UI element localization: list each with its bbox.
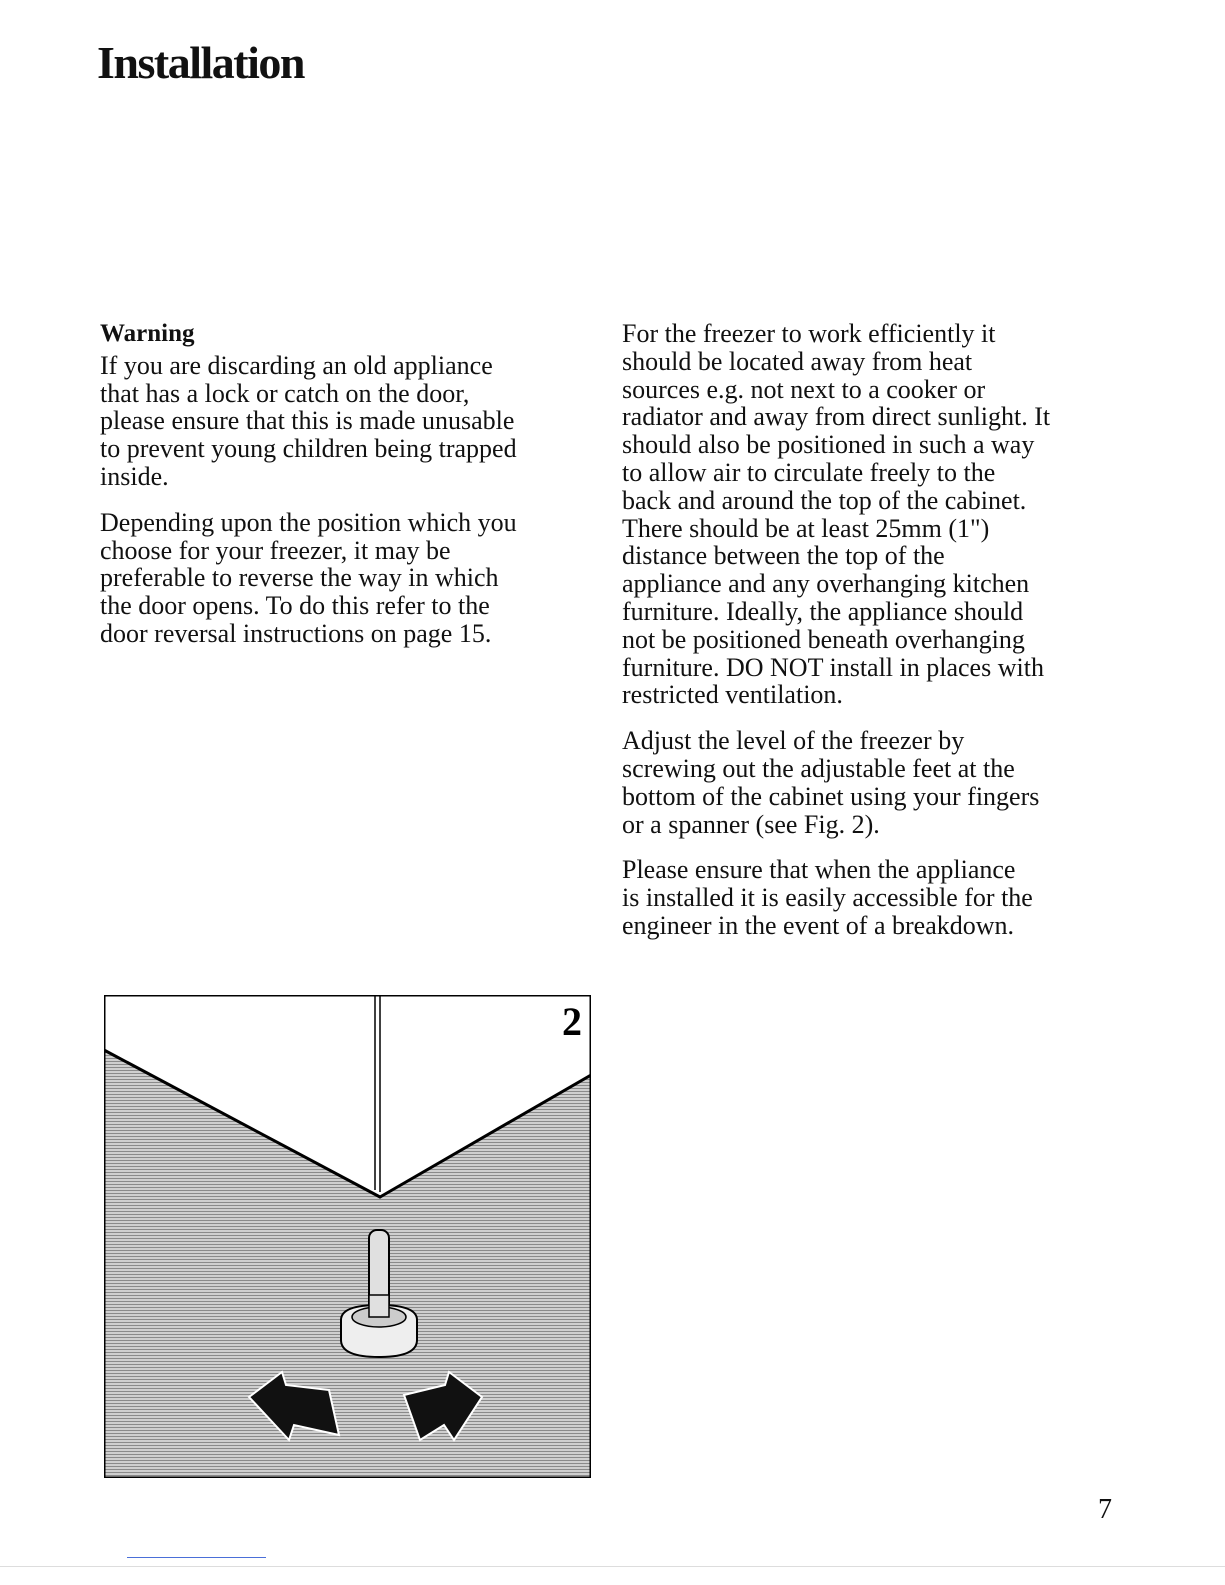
paragraph — [622, 727, 1050, 838]
text-line: restricted ventilation. — [622, 680, 843, 710]
left-column — [100, 320, 517, 666]
text-line: the door opens. To do this refer to the — [100, 591, 490, 621]
text-line: inside. — [100, 461, 169, 491]
text-line: engineer in the event of a breakdown. — [622, 910, 1015, 940]
warning-heading: Warning — [100, 320, 195, 347]
text-line: Please ensure that when the appliance — [622, 855, 1016, 885]
text-line: For the freezer to work efficiently it — [622, 319, 996, 348]
figure-number: 2 — [562, 999, 582, 1044]
text-line: sources e.g. not next to a cooker or — [622, 374, 986, 404]
text-line: appliance and any overhanging kitchen — [622, 569, 1030, 599]
text-line: that has a lock or catch on the door, — [100, 378, 470, 408]
text-line: distance between the top of the — [622, 541, 945, 571]
text-line: or a spanner (see Fig. 2). — [622, 809, 880, 839]
paragraph — [622, 856, 1050, 939]
text-line: should be located away from heat — [622, 346, 973, 376]
paragraph — [100, 352, 517, 491]
text-line: please ensure that this is made unusable — [100, 406, 515, 436]
text-line: to prevent young children being trapped — [100, 434, 517, 464]
footer-rule — [127, 1557, 266, 1558]
text-line: bottom of the cabinet using your fingers — [622, 781, 1040, 811]
right-column — [622, 320, 1050, 958]
text-line: choose for your freezer, it may be — [100, 535, 451, 565]
text-line: furniture. DO NOT install in places with — [622, 652, 1044, 682]
text-line: to allow air to circulate freely to the — [622, 457, 996, 487]
text-line: If you are discarding an old appliance — [100, 350, 493, 380]
text-line: screwing out the adjustable feet at the — [622, 753, 1015, 783]
paragraph — [622, 320, 1050, 709]
text-line: Adjust the level of the freezer by — [622, 726, 965, 756]
text-line: Depending upon the position which you — [100, 507, 517, 537]
page-number: 7 — [1098, 1494, 1112, 1525]
page-title: Installation — [97, 37, 304, 88]
text-line: preferable to reverse the way in which — [100, 563, 499, 593]
text-line: should also be positioned in such a way — [622, 430, 1035, 460]
paragraph — [100, 509, 517, 648]
text-line: not be positioned beneath overhanging — [622, 624, 1025, 654]
text-line: back and around the top of the cabinet. — [622, 485, 1027, 515]
text-line: door reversal instructions on page 15. — [100, 618, 492, 648]
figure-2-adjustable-foot — [104, 995, 591, 1478]
text-line: furniture. Ideally, the appliance should — [622, 596, 1024, 626]
bottom-border — [0, 1566, 1225, 1567]
text-line: There should be at least 25mm (1") — [622, 513, 990, 543]
text-line: radiator and away from direct sunlight. It — [622, 402, 1051, 432]
text-line: is installed it is easily accessible for the — [622, 883, 1033, 913]
